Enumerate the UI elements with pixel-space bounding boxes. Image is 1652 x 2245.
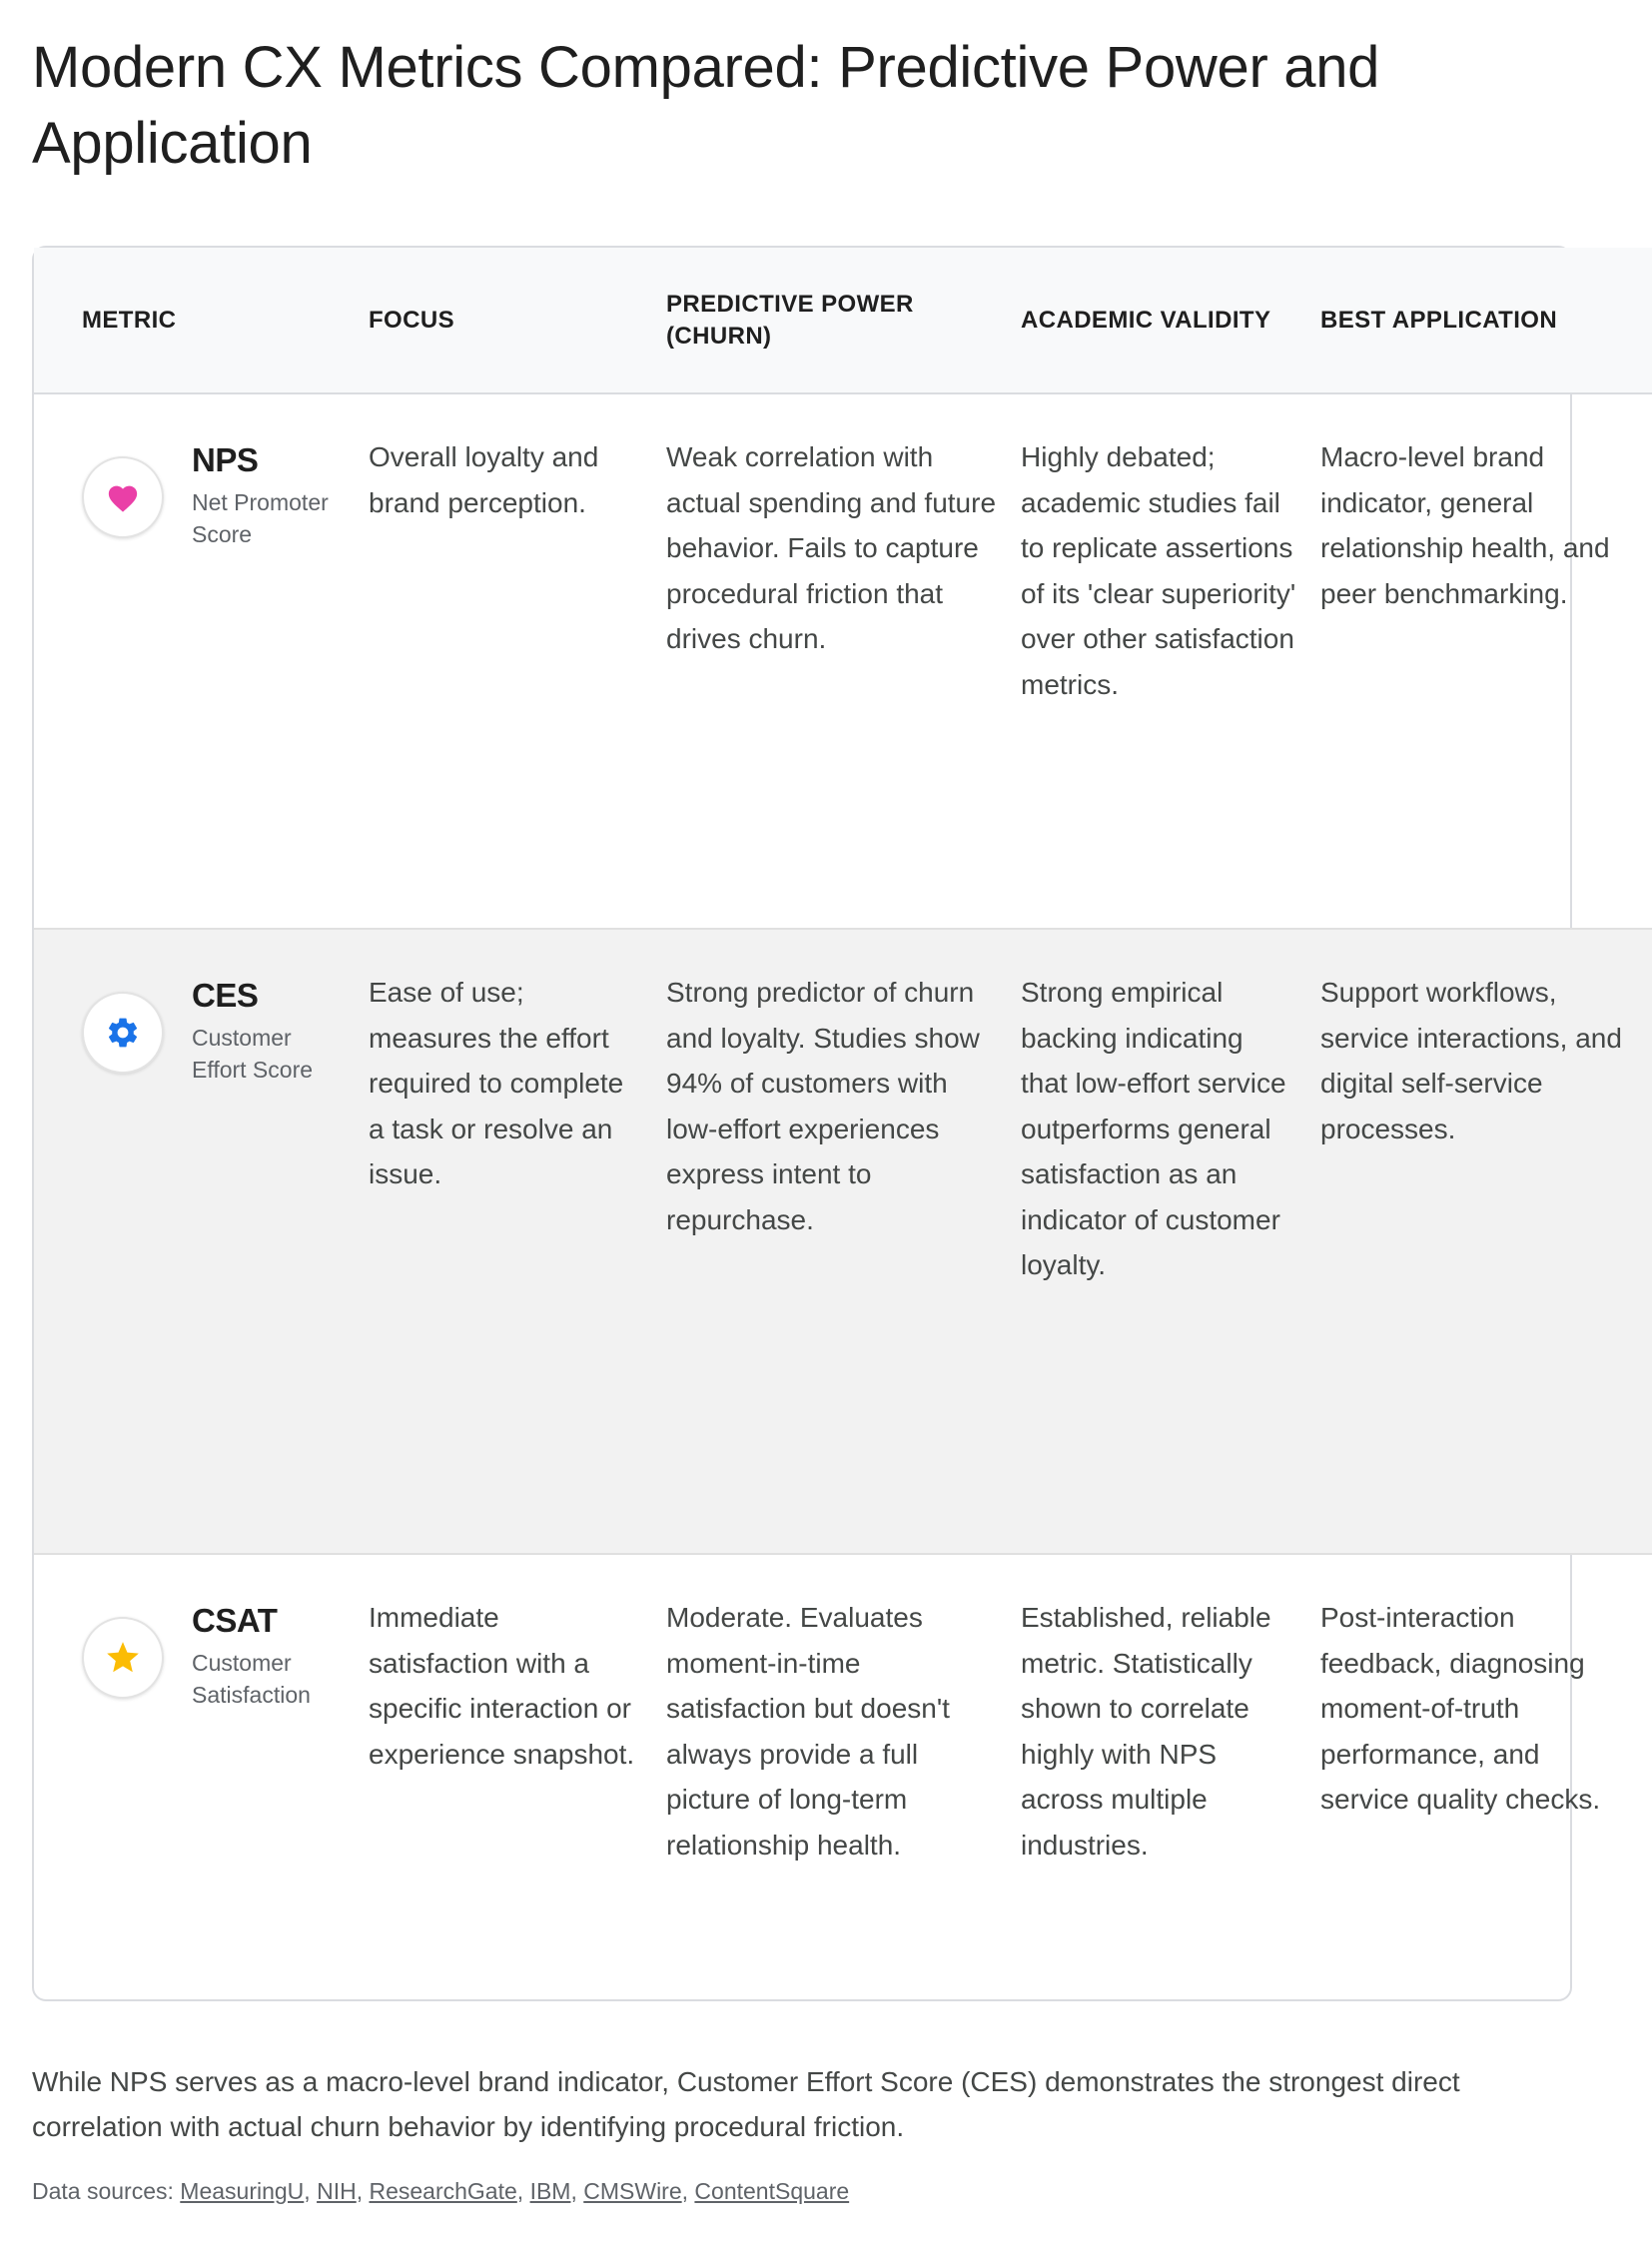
- heart-icon: [82, 456, 164, 538]
- source-link-contentsquare[interactable]: ContentSquare: [694, 2178, 850, 2204]
- table-row: [34, 929, 1652, 1554]
- gear-icon-glyph: [105, 1015, 141, 1051]
- source-link-researchgate[interactable]: ResearchGate: [369, 2178, 517, 2204]
- star-icon-glyph: [104, 1639, 142, 1677]
- header-focus: FOCUS: [369, 248, 666, 393]
- metric-abbreviation: CSAT: [192, 1602, 278, 1639]
- header-predictive-power: PREDICTIVE POWER (CHURN): [666, 248, 1021, 393]
- metric-cell: [34, 929, 369, 1554]
- gear-icon: [82, 992, 164, 1074]
- heart-icon-glyph: [106, 481, 140, 513]
- focus-cell: Overall loyalty and brand perception.: [369, 441, 599, 518]
- header-metric: METRIC: [34, 248, 369, 393]
- best-application-cell: Post-interaction feedback, diagnosing moment-of-truth performance, and service quality checks.: [1320, 1602, 1601, 1815]
- academic-validity-cell: Established, reliable metric. Statistically shown to correlate highly with NPS across multiple industries.: [1021, 1602, 1271, 1861]
- sources-label: Data sources:: [32, 2178, 174, 2204]
- metric-abbreviation: CES: [192, 977, 259, 1014]
- best-application-cell: Support workflows, service interactions, and digital self-service processes.: [1320, 977, 1622, 1144]
- metric-full-name: Customer Effort Score: [192, 1025, 314, 1083]
- predictive-power-cell: Moderate. Evaluates moment-in-time satisfaction but doesn't always provide a full picture of long-term relationship health.: [666, 1602, 950, 1861]
- academic-validity-cell: Strong empirical backing indicating that low-effort service outperforms general satisfaction as an indicator of customer loyalty.: [1021, 977, 1286, 1280]
- source-link-nih[interactable]: NIH: [317, 2178, 357, 2204]
- data-sources: Data sources: MeasuringU, NIH, ResearchGate, IBM, CMSWire, ContentSquare: [32, 2178, 850, 2204]
- table-row: [34, 1554, 1652, 1997]
- source-link-ibm[interactable]: IBM: [529, 2178, 571, 2204]
- metric-abbreviation: NPS: [192, 441, 259, 478]
- table-row: [34, 393, 1652, 929]
- comparison-table: [34, 248, 1652, 1997]
- source-link-measuringu[interactable]: MeasuringU: [180, 2178, 305, 2204]
- header-academic-validity: ACADEMIC VALIDITY: [1021, 248, 1320, 393]
- metric-cell: [34, 393, 369, 929]
- metric-cell: [34, 1554, 369, 1997]
- focus-cell: Ease of use; measures the effort required to complete a task or resolve an issue.: [369, 977, 624, 1189]
- academic-validity-cell: Highly debated; academic studies fail to replicate assertions of its 'clear superiority' over other satisfaction metrics.: [1021, 441, 1296, 700]
- metric-full-name: Net Promoter Score: [192, 489, 329, 547]
- focus-cell: Immediate satisfaction with a specific interaction or experience snapshot.: [369, 1602, 635, 1770]
- comparison-table-card: [32, 246, 1622, 2001]
- source-link-cmswire[interactable]: CMSWire: [583, 2178, 682, 2204]
- header-best-application: BEST APPLICATION: [1320, 248, 1652, 393]
- star-icon: [82, 1617, 164, 1699]
- predictive-power-cell: Strong predictor of churn and loyalty. Studies show 94% of customers with low-effort experiences express intent to repurchase.: [666, 977, 980, 1235]
- predictive-power-cell: Weak correlation with actual spending and future behavior. Fails to capture procedural friction that drives churn.: [666, 441, 997, 654]
- metric-full-name: Customer Satisfaction: [192, 1650, 311, 1708]
- table-header-row: [34, 248, 1652, 393]
- page: [0, 0, 1598, 182]
- summary-text: While NPS serves as a macro-level brand indicator, Customer Effort Score (CES) demonstrates the strongest direct correlation with actual churn behavior by identifying procedural friction.: [32, 2066, 1460, 2142]
- page-title: Modern CX Metrics Compared: Predictive Power and Application: [32, 35, 1380, 176]
- best-application-cell: Macro-level brand indicator, general relationship health, and peer benchmarking.: [1320, 441, 1610, 609]
